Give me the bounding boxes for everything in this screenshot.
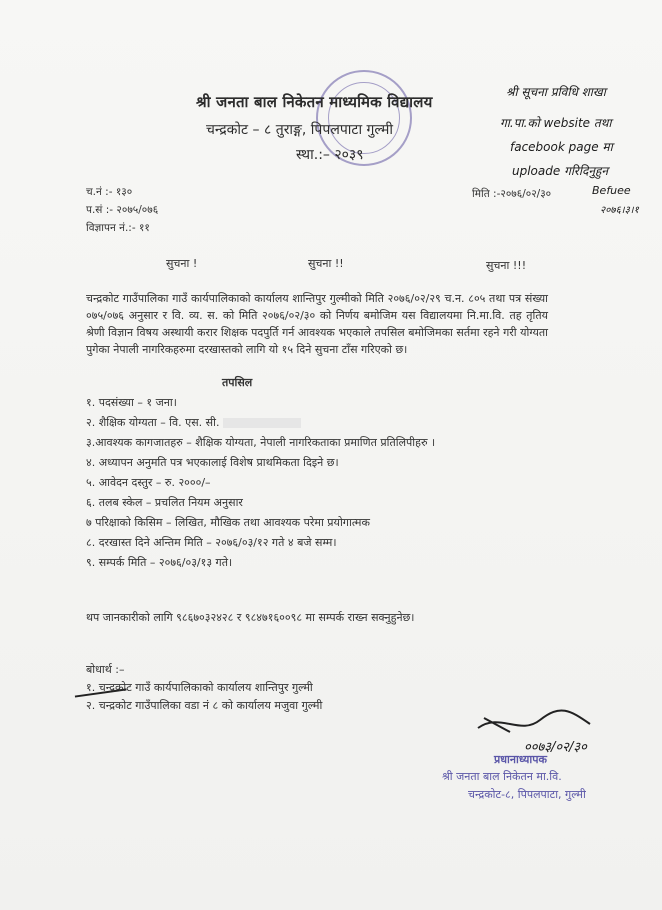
list-item	[86, 413, 435, 433]
list-item: ९. सम्पर्क मिति – २०७६/०३/१३ गते।	[86, 556, 233, 569]
stamp-school: श्री जनता बाल निकेतन मा.वि.	[442, 770, 562, 783]
contact-info: थप जानकारीको लागि ९८६७०३२४२८ र ९८४७१६००९८ मा सम्पर्क राख्न सक्नुहुनेछ।	[86, 611, 415, 624]
list-item: ६. तलब स्केल – प्रचलित नियम अनुसार	[86, 496, 243, 509]
pa-sa: प.सं :- २०७५/०७६	[86, 204, 159, 216]
letter-date: मिति :-२०७६/०२/३०	[472, 188, 552, 200]
notice-paragraph: चन्द्रकोट गाउँपालिका गाउँ कार्यपालिकाको कार्यालय शान्तिपुर गुल्मीको मिति २०७६/०२/२९ च.न. ८०५ तथा पत्र संख्या ०७५/०७६ अनुसार र वि. व्य. स. को मिति २०७६/०२/३० को निर्णय बमोजिम यस विद्यालयमा नि.मा.वि. तह तृतिय श्रेणी विज्ञान विषय अस्थायी करार शिक्षक पदपुर्ति गर्न आवश्यक भएकाले तपसिल बमोजिमका सर्तमा रहने गरी योग्यता पुगेका नेपाली नागरिकहरुमा दरखास्तको लागि यो १५ दिने सुचना टाँस गरिएको छ।	[86, 292, 548, 356]
note-line: Befuee	[592, 184, 631, 197]
bodharth-title: बोधार्थ :–	[86, 663, 125, 676]
list-item: १. पदसंख्या – १ जना।	[86, 396, 177, 409]
notice-3: सुचना !!!	[486, 259, 527, 272]
signature-date: ००७३/०२/३०	[524, 740, 587, 755]
vigyapan-number: विज्ञापन नं.:- ११	[86, 222, 150, 234]
list-item: ३.आवश्यक कागजातहरु – शैक्षिक योग्यता, नेपाली नागरिकताका प्रमाणित प्रतिलिपीहरु ।	[86, 436, 436, 449]
tapasil-title: तपसिल	[222, 376, 253, 389]
redacted-area	[223, 418, 301, 428]
note-line: २०७६।३।१	[600, 205, 639, 216]
bodharth-item: १. चन्द्रकोट गाउँ कार्यपालिकाको कार्यालय शान्तिपुर गुल्मी	[86, 681, 313, 694]
notice-1: सुचना !	[166, 257, 198, 270]
list-item: ५. आवेदन दस्तुर – रु. २०००/–	[86, 476, 211, 489]
note-line: facebook page मा	[510, 140, 613, 154]
tapasil-list	[86, 393, 435, 573]
list-item: ७ परिक्षाको किसिम – लिखित, मौखिक तथा आवश्यक परेमा प्रयोगात्मक	[86, 516, 370, 529]
notice-2: सुचना !!	[308, 257, 344, 270]
stamp-title: प्रधानाध्यापक	[494, 753, 547, 766]
list-item: ८. दरखास्त दिने अन्तिम मिति – २०७६/०३/१२ गते ४ बजे सम्म।	[86, 536, 337, 549]
list-item: ४. अध्यापन अनुमति पत्र भएकालाई विशेष प्राथमिकता दिइने छ।	[86, 456, 339, 469]
signature-mark	[470, 700, 600, 740]
list-item-text: २. शैक्षिक योग्यता – वि. एस. सी.	[86, 416, 220, 429]
cha-na: च.नं :- १३०	[86, 186, 133, 198]
note-line: श्री सूचना प्रविधि शाखा	[506, 85, 606, 99]
school-address: चन्द्रकोट – ८ तुराङ्ग, पिपलपाटा गुल्मी	[206, 122, 394, 138]
bodharth-item: २. चन्द्रकोट गाउँपालिका वडा नं ८ को कार्यालय मजुवा गुल्मी	[86, 699, 323, 712]
established-year: स्था.:– २०३९	[296, 147, 364, 163]
stamp-address: चन्द्रकोट-८, पिपलपाटा, गुल्मी	[468, 788, 586, 801]
note-line: गा.पा.को website तथा	[500, 116, 612, 130]
note-line: uploade गरिदिनुहुन	[512, 164, 609, 178]
school-name: श्री जनता बाल निकेतन माध्यमिक विद्यालय	[196, 93, 433, 111]
